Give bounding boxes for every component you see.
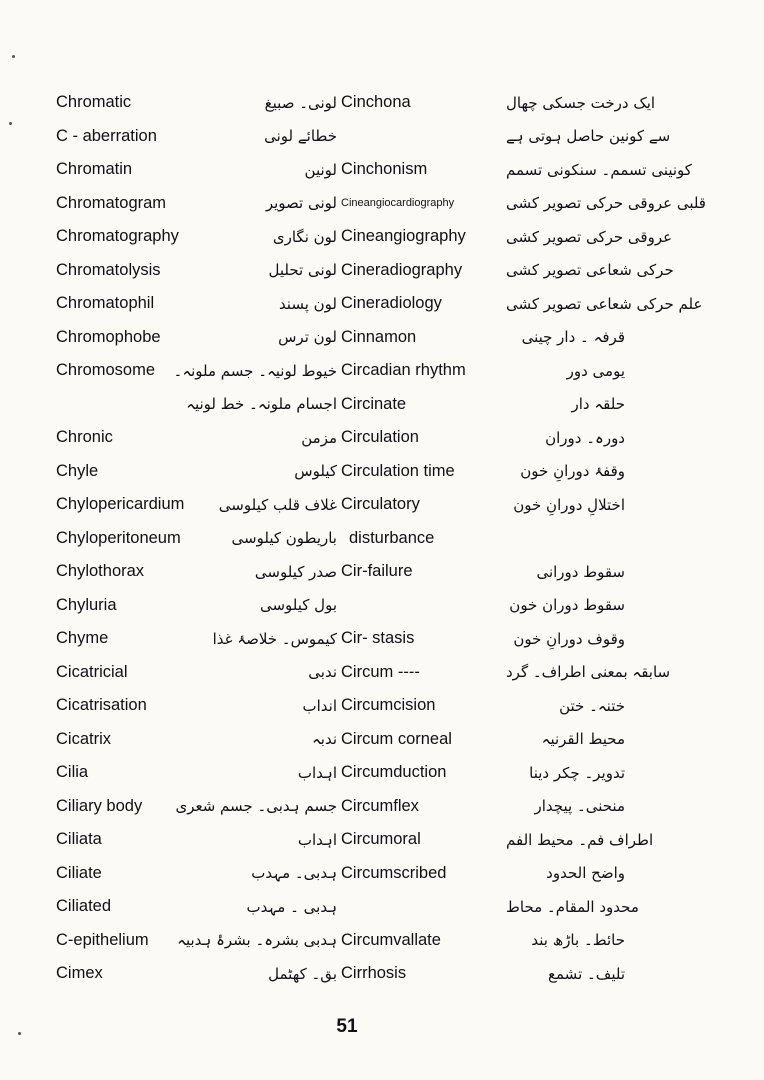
urdu-right: سابقہ بمعنی اطراف۔ گرد <box>506 663 671 682</box>
term-right: Circumduction <box>341 763 447 782</box>
urdu-right: اطراف فم۔ محیط الفم <box>506 830 654 849</box>
term-right: Cir-failure <box>341 562 413 581</box>
right-entry <box>341 361 683 380</box>
term-left: Cicatrisation <box>56 696 147 715</box>
urdu-right: دورہ۔ دوران <box>545 428 625 447</box>
term-left: Chylothorax <box>56 562 145 581</box>
urdu-right: علم حرکی شعاعی تصویر کشی <box>506 294 703 313</box>
term-right: Circulation time <box>341 461 455 480</box>
term-left: C - aberration <box>56 126 157 145</box>
entry-row <box>0 254 694 288</box>
urdu-left: لونی تصویر <box>265 194 337 213</box>
term-right: Circadian rhythm <box>341 361 466 380</box>
right-entry <box>341 160 692 179</box>
term-left: Chromatic <box>56 93 132 112</box>
urdu-right: وقفۂ دورانِ خون <box>520 462 625 481</box>
entry-row <box>0 756 694 790</box>
urdu-left: اہداب <box>297 763 337 782</box>
term-left: Ciliated <box>56 897 112 916</box>
term-left: Chyle <box>56 461 99 480</box>
urdu-right: اختلالِ دورانِ خون <box>513 495 625 514</box>
urdu-right: حائط۔ باڑھ بند <box>531 931 625 950</box>
entry-row <box>0 689 694 723</box>
entry-row <box>0 555 694 589</box>
urdu-left: مزمن <box>301 428 337 447</box>
term-left: Ciliata <box>56 830 102 849</box>
right-entry <box>341 328 683 347</box>
entry-row <box>0 86 694 120</box>
urdu-left: صدر کیلوسی <box>254 562 337 581</box>
urdu-right: وقوف دورانِ خون <box>513 629 625 648</box>
right-entry <box>341 596 683 614</box>
urdu-right: قلبی عروقی حرکی تصویر کشی <box>506 194 706 213</box>
urdu-left: کیلوس <box>294 462 337 481</box>
urdu-right: محدود المقام۔ محاط <box>506 897 639 916</box>
term-right: Circulation <box>341 428 419 447</box>
term-left: Chyloperitoneum <box>56 528 181 547</box>
urdu-right: حرکی شعاعی تصویر کشی <box>506 261 674 280</box>
term-left: Cicatricial <box>56 662 128 681</box>
entry-row <box>0 421 694 455</box>
right-entry <box>341 428 683 447</box>
right-entry <box>341 227 683 246</box>
entry-row <box>0 354 694 388</box>
term-left: C-epithelium <box>56 930 149 949</box>
entry-row <box>0 220 694 254</box>
urdu-right: عروقی حرکی تصویر کشی <box>506 227 673 246</box>
right-entry <box>341 462 683 481</box>
right-entry <box>341 763 683 782</box>
right-entry <box>341 964 683 983</box>
urdu-left: لونین <box>304 160 337 179</box>
term-right: Cinchonism <box>341 160 428 179</box>
urdu-left: خیوط لونیہ۔ جسم ملونہ۔ <box>173 361 337 380</box>
right-entry <box>341 395 683 414</box>
entry-row <box>0 924 694 958</box>
term-right: Circum corneal <box>341 729 452 748</box>
term-left: Chromatophil <box>56 294 155 313</box>
urdu-right: قرفہ ۔ دار چینی <box>521 328 625 347</box>
entry-row <box>0 656 694 690</box>
entry-row <box>0 455 694 489</box>
term-right: Circumoral <box>341 830 421 849</box>
urdu-right: یومی دور <box>566 361 625 380</box>
term-left: Chromatin <box>56 160 133 179</box>
urdu-left: اہداب <box>297 830 337 849</box>
urdu-left: باریطون کیلوسی <box>231 529 337 548</box>
urdu-left: انداب <box>302 696 337 715</box>
urdu-left: خطائے لونی <box>264 127 337 146</box>
entry-row <box>0 622 694 656</box>
urdu-right: محیط القرنیہ <box>541 730 625 749</box>
urdu-right: سقوط دوران خون <box>509 596 625 615</box>
term-right: Circumcision <box>341 696 436 715</box>
entry-row <box>0 187 706 221</box>
term-right: Cineradiology <box>341 294 442 313</box>
entry-row <box>0 153 694 187</box>
term-left: Chromatolysis <box>56 260 161 279</box>
entry-row <box>0 589 694 623</box>
right-entry <box>341 529 683 548</box>
urdu-left: ہدبی ۔ مہدب <box>246 897 337 916</box>
right-entry <box>341 730 683 749</box>
entry-row <box>0 488 694 522</box>
entry-row <box>0 790 694 824</box>
urdu-left: ہدبی۔ مہدب <box>251 864 337 883</box>
speck <box>12 55 15 58</box>
term-right: Cinnamon <box>341 327 417 346</box>
term-right: Cir- stasis <box>341 629 415 648</box>
urdu-left: اجسام ملونہ۔ خط لونیہ <box>186 395 337 414</box>
urdu-left: ندبی <box>308 663 337 682</box>
entry-row <box>0 957 694 991</box>
right-entry <box>341 495 683 514</box>
urdu-right: کونینی تسمم۔ سنکونی تسمم <box>506 160 692 179</box>
urdu-left: لون نگاری <box>272 227 337 246</box>
term-left: Chylopericardium <box>56 495 185 514</box>
urdu-right: ختنہ۔ ختن <box>559 696 625 715</box>
right-entry <box>341 261 683 280</box>
right-entry <box>341 663 683 682</box>
term-right: Circulatory <box>341 495 420 514</box>
term-right: Cineradiography <box>341 260 463 279</box>
urdu-right: واضح الحدود <box>546 864 625 883</box>
term-right: Cineangiocardiography <box>341 197 455 210</box>
term-right: Circum ---- <box>341 662 420 681</box>
term-right: disturbance <box>349 528 435 547</box>
term-left: Chromosome <box>56 361 156 380</box>
right-entry <box>341 93 683 112</box>
term-right: Cirrhosis <box>341 964 407 983</box>
urdu-left: جسم ہدبی۔ جسم شعری <box>175 797 337 816</box>
urdu-left: ہدبی بشرہ۔ بشرۂ ہدبیہ <box>177 931 337 950</box>
right-entry <box>341 629 683 648</box>
urdu-right: حلقہ دار <box>571 395 625 414</box>
term-left: Cilia <box>56 763 89 782</box>
term-right: Circumflex <box>341 796 419 815</box>
right-entry <box>341 830 683 849</box>
urdu-right: ایک درخت جسکی چھال <box>506 93 656 112</box>
right-entry <box>341 898 683 916</box>
right-entry <box>341 127 683 145</box>
term-left: Chyluria <box>56 595 117 614</box>
term-left: Cimex <box>56 964 103 983</box>
urdu-right: تلیف۔ تشمع <box>548 964 625 983</box>
urdu-right: منحنی۔ پیچدار <box>534 797 625 816</box>
right-entry <box>341 194 706 213</box>
term-right: Cineangiography <box>341 227 466 246</box>
urdu-left: بول کیلوسی <box>259 596 337 615</box>
urdu-left: بق۔ کھٹمل <box>268 964 337 983</box>
speck <box>18 1032 21 1035</box>
term-left: Chronic <box>56 428 113 447</box>
term-left: Chromatogram <box>56 193 167 212</box>
page-number: 51 <box>336 1016 358 1037</box>
right-entry <box>341 931 683 950</box>
right-entry <box>341 797 683 816</box>
entry-row <box>0 857 694 891</box>
urdu-left: لون پسند <box>278 294 337 313</box>
urdu-right: تدویر۔ چکر دینا <box>529 763 625 782</box>
entry-row <box>0 890 694 924</box>
entry-row <box>0 522 694 556</box>
term-right: Circumvallate <box>341 930 441 949</box>
speck <box>9 122 12 125</box>
term-left: Chromatography <box>56 227 179 246</box>
urdu-left: لونی تحلیل <box>268 261 337 280</box>
right-entry <box>341 294 703 313</box>
term-left: Ciliate <box>56 863 102 882</box>
urdu-left: ندبہ <box>311 730 337 749</box>
entry-row <box>0 321 694 355</box>
term-left: Cicatrix <box>56 729 112 748</box>
term-right: Circumscribed <box>341 863 447 882</box>
term-right: Cinchona <box>341 93 411 112</box>
entry-list <box>0 86 706 991</box>
urdu-left: لون ترس <box>278 328 337 347</box>
entry-row <box>0 823 694 857</box>
entry-row <box>0 723 694 757</box>
entry-row <box>0 120 694 154</box>
urdu-right: سقوط دورانی <box>536 562 625 581</box>
right-entry <box>341 864 683 883</box>
entry-row <box>0 388 694 422</box>
right-entry <box>341 562 683 581</box>
term-left: Ciliary body <box>56 796 143 815</box>
urdu-left: غلاف قلب کیلوسی <box>218 495 337 514</box>
urdu-left: کیموس۔ خلاصۂ غذا <box>212 629 337 648</box>
term-right: Circinate <box>341 394 407 413</box>
right-entry <box>341 696 683 715</box>
entry-row <box>0 287 703 321</box>
urdu-right: سے کونین حاصل ہوتی ہے <box>506 127 671 146</box>
term-left: Chromophobe <box>56 327 161 346</box>
urdu-left: لونی۔ صبیغ <box>264 93 337 112</box>
term-left: Chyme <box>56 629 109 648</box>
